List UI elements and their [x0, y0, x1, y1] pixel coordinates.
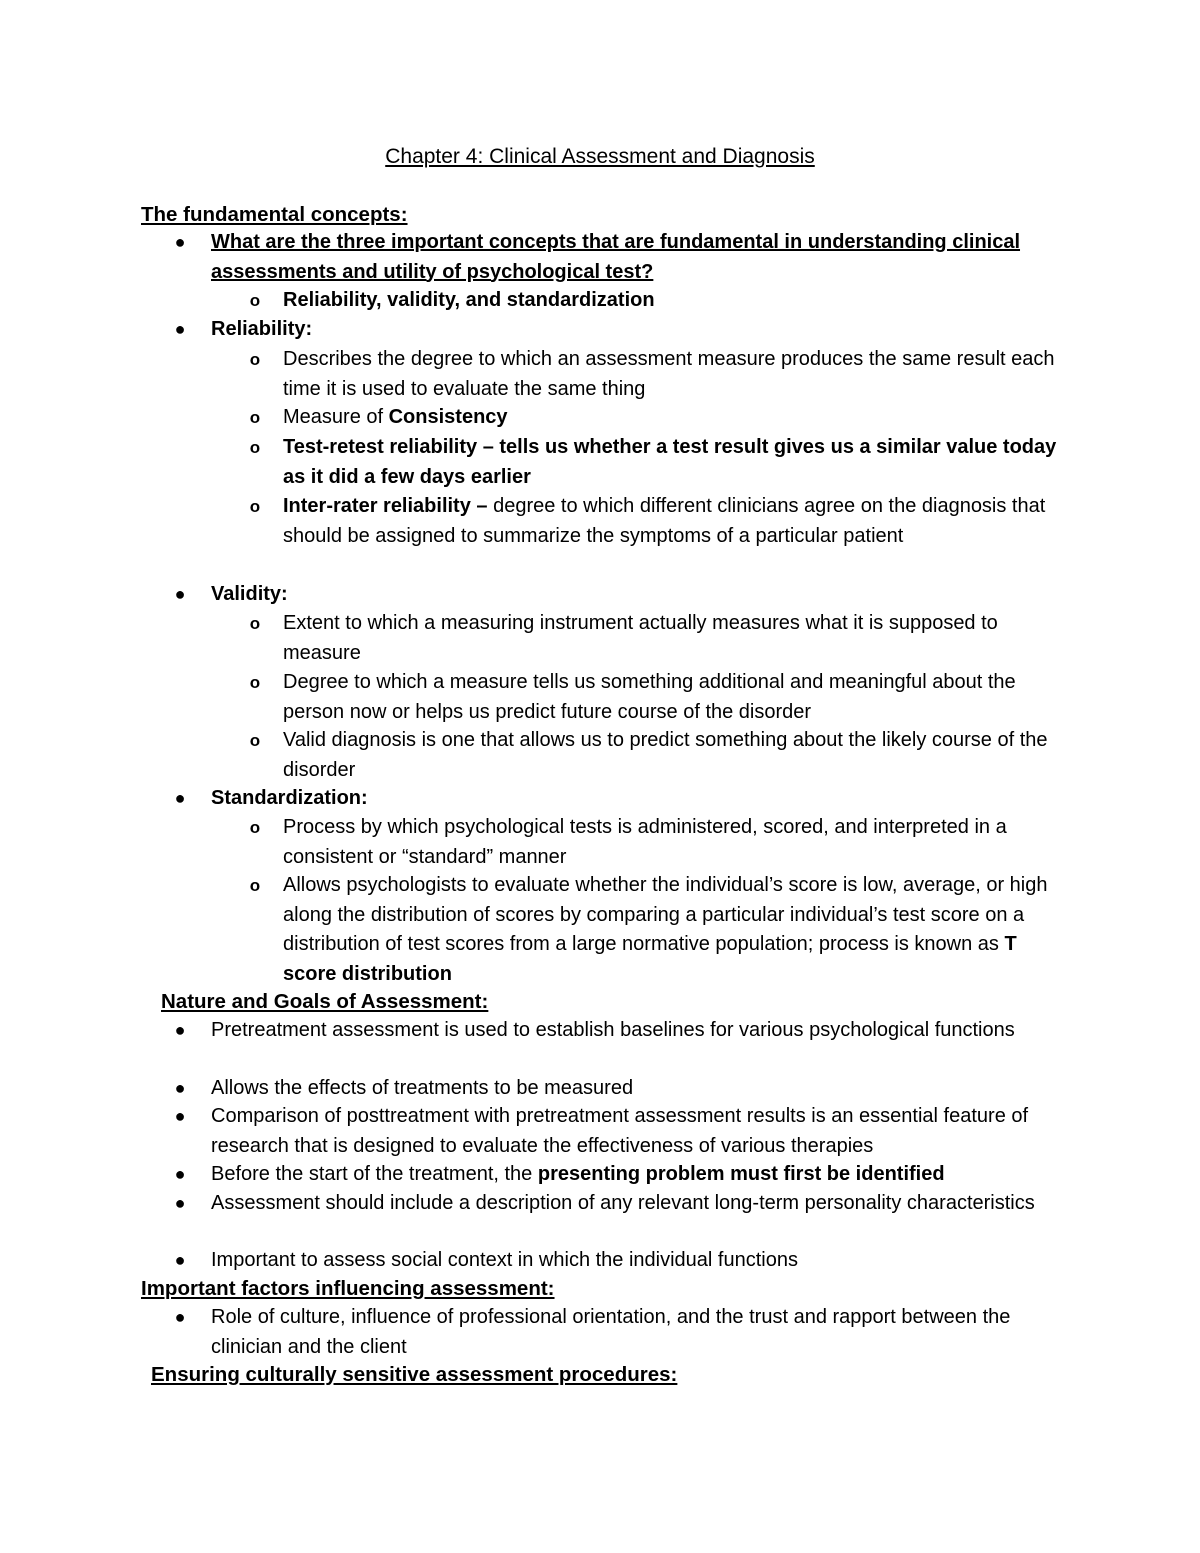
sub-item-inter-rater	[283, 492, 1073, 551]
sub-bullet-icon: o	[249, 731, 261, 750]
sub-item-validity-degree: Degree to which a measure tells us something additional and meaningful about the person now or helps us predict future course of the disorder	[283, 671, 1016, 723]
sub-bullet-icon: o	[249, 876, 261, 895]
sub-item-consistency	[283, 403, 1073, 433]
list-item-personality: Assessment should include a description of any relevant long-term personality characteristics	[211, 1192, 1035, 1214]
bullet-icon: ●	[174, 1106, 186, 1126]
section-heading-nature: Nature and Goals of Assessment:	[161, 990, 489, 1013]
section-heading-factors: Important factors influencing assessment:	[141, 1277, 555, 1300]
text-run-bold: presenting problem must first be identified	[537, 1163, 945, 1185]
text-run: Allows psychologists to evaluate whether the individual’s score is low, average, or high along the distribution of scores by comparing a particular individual’s test score on a distribution of test scores from a large normative population; process is known as	[283, 874, 1048, 955]
sub-bullet-icon: o	[249, 497, 261, 516]
sub-bullet-icon: o	[249, 673, 261, 692]
section-heading-fundamental: The fundamental concepts:	[141, 203, 408, 226]
bullet-icon: ●	[174, 1020, 186, 1040]
sub-bullet-icon: o	[249, 291, 261, 310]
bullet-icon: ●	[174, 1250, 186, 1270]
bullet-icon: ●	[174, 232, 186, 252]
sub-item-valid-diagnosis: Valid diagnosis is one that allows us to predict something about the likely course of the disorder	[283, 729, 1048, 781]
bullet-icon: ●	[174, 1307, 186, 1327]
sub-item-reliability-definition: Describes the degree to which an assessment measure produces the same result each time it is used to evaluate the same thing	[283, 348, 1055, 400]
text-run: Before the start of the treatment, the	[211, 1163, 538, 1185]
sub-item-answer: Reliability, validity, and standardization	[283, 289, 655, 311]
sub-bullet-icon: o	[249, 438, 261, 457]
list-item-social-context: Important to assess social context in which the individual functions	[211, 1249, 798, 1271]
sub-bullet-icon: o	[249, 818, 261, 837]
list-item-reliability: Reliability:	[211, 318, 313, 340]
section-heading-cultural: Ensuring culturally sensitive assessment procedures:	[151, 1363, 678, 1386]
sub-bullet-icon: o	[249, 350, 261, 369]
bullet-icon: ●	[174, 319, 186, 339]
list-item-presenting-problem	[211, 1160, 1071, 1190]
list-item-question: What are the three important concepts that are fundamental in understanding clinical assessments and utility of psychological test?	[211, 231, 1021, 283]
page-title: Chapter 4: Clinical Assessment and Diagnosis	[385, 145, 815, 168]
sub-item-validity-definition: Extent to which a measuring instrument actually measures what it is supposed to measure	[283, 612, 998, 664]
list-item-effects: Allows the effects of treatments to be measured	[211, 1077, 634, 1099]
sub-item-test-retest: Test-retest reliability – tells us whether a test result gives us a similar value today as it did a few days earlier	[283, 436, 1057, 488]
text-run: degree to which different clinicians agree on the diagnosis that should be assigned to summarize the symptoms of a particular patient	[283, 495, 1046, 547]
text-run: Measure of	[283, 406, 389, 428]
list-item-comparison: Comparison of posttreatment with pretreatment assessment results is an essential feature of research that is designed to evaluate the effectiveness of various therapies	[211, 1105, 1029, 1157]
bullet-icon: ●	[174, 1078, 186, 1098]
sub-item-standardization-process: Process by which psychological tests is administered, scored, and interpreted in a consistent or “standard” manner	[283, 816, 1007, 868]
bullet-icon: ●	[174, 584, 186, 604]
list-item-standardization: Standardization:	[211, 787, 368, 809]
bullet-icon: ●	[174, 788, 186, 808]
bullet-icon: ●	[174, 1193, 186, 1213]
text-run-bold: T score distribution	[283, 933, 1017, 985]
list-item-validity: Validity:	[211, 583, 288, 605]
bullet-icon: ●	[174, 1164, 186, 1184]
text-run-bold: Consistency	[388, 406, 508, 428]
sub-bullet-icon: o	[249, 614, 261, 633]
text-run-bold: Inter-rater reliability –	[283, 495, 488, 517]
sub-bullet-icon: o	[249, 408, 261, 427]
list-item-culture: Role of culture, influence of professional orientation, and the trust and rapport between the clinician and the client	[211, 1306, 1011, 1358]
list-item-pretreatment: Pretreatment assessment is used to establish baselines for various psychological functions	[211, 1019, 1015, 1041]
sub-item-t-score	[283, 871, 1073, 989]
